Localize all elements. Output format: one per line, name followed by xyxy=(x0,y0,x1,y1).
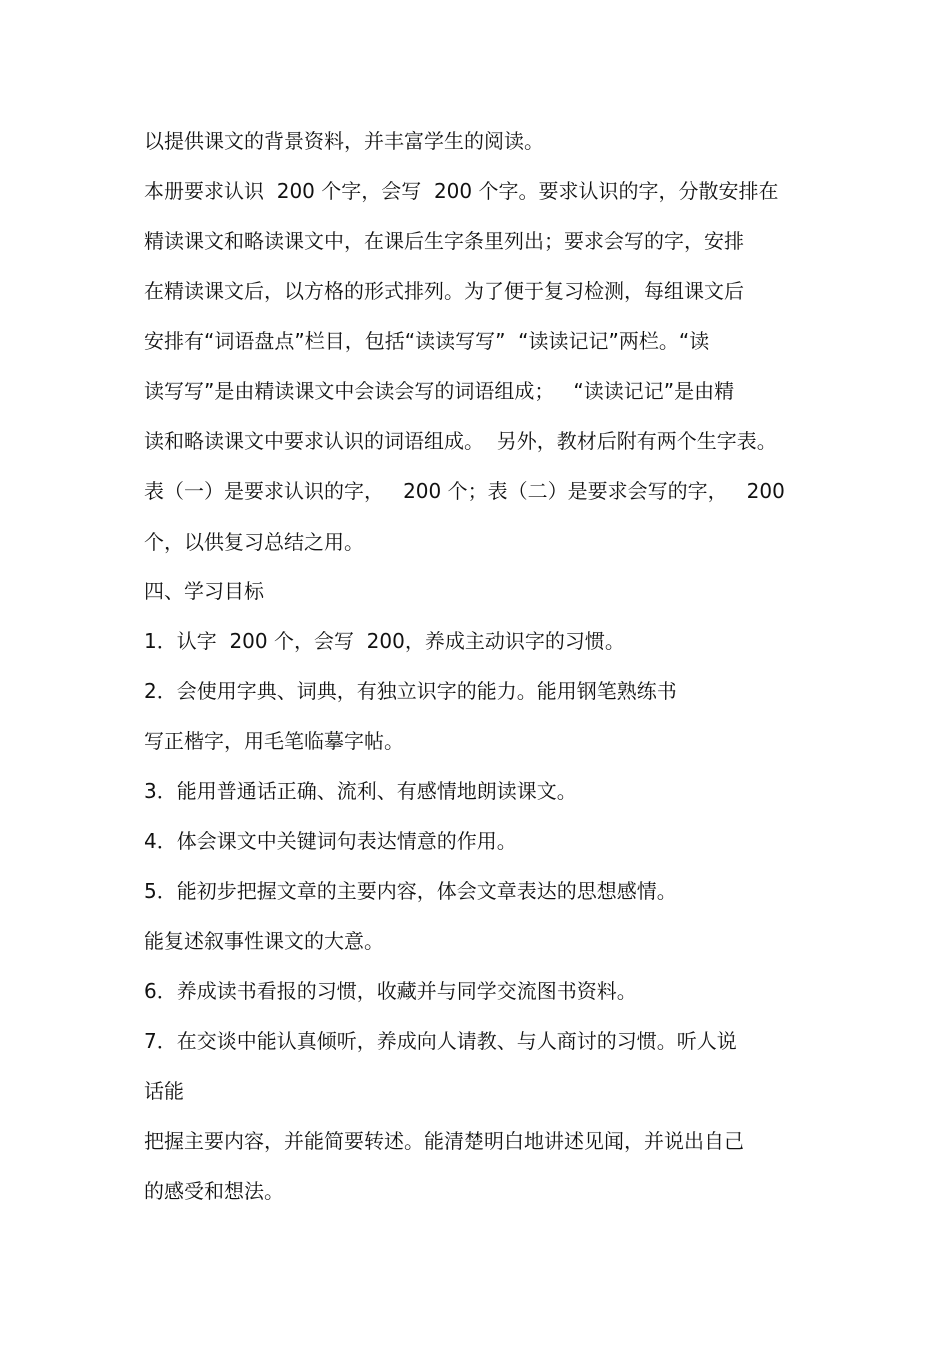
list-item-continuation: 写正楷字，用毛笔临摹字帖。 xyxy=(144,729,404,753)
paragraph-line: 读写写”是由精读课文中会读会写的词语组成； “读读记记”是由精 xyxy=(144,379,735,403)
paragraph-line: 安排有“词语盘点”栏目，包括“读读写写” “读读记记”两栏。“读 xyxy=(144,329,710,353)
paragraph-line: 以提供课文的背景资料，并丰富学生的阅读。 xyxy=(144,129,544,153)
list-item: 4．体会课文中关键词句表达情意的作用。 xyxy=(144,829,517,853)
list-item-continuation: 的感受和想法。 xyxy=(144,1179,284,1203)
list-item: 3．能用普通话正确、流利、有感情地朗读课文。 xyxy=(144,779,577,803)
list-item: 6．养成读书看报的习惯，收藏并与同学交流图书资料。 xyxy=(144,979,637,1003)
list-item-continuation: 把握主要内容，并能简要转述。能清楚明白地讲述见闻，并说出自己 xyxy=(144,1129,744,1153)
list-item: 1．认字 200 个，会写 200，养成主动识字的习惯。 xyxy=(144,629,625,653)
paragraph-line: 在精读课文后，以方格的形式排列。为了便于复习检测，每组课文后 xyxy=(144,279,744,303)
paragraph-line: 本册要求认识 200 个字，会写 200 个字。要求认识的字，分散安排在 xyxy=(144,179,779,203)
list-item: 7．在交谈中能认真倾听，养成向人请教、与人商讨的习惯。听人说 xyxy=(144,1029,737,1053)
paragraph-line: 精读课文和略读课文中，在课后生字条里列出；要求会写的字，安排 xyxy=(144,229,744,253)
paragraph-line: 表（一）是要求认识的字， 200 个；表（二）是要求会写的字， 200 xyxy=(144,479,785,503)
list-item-continuation: 话能 xyxy=(144,1079,184,1103)
section-heading: 四、学习目标 xyxy=(144,579,264,603)
list-item-continuation: 能复述叙事性课文的大意。 xyxy=(144,929,384,953)
paragraph-line: 个，以供复习总结之用。 xyxy=(144,530,364,554)
paragraph-line: 读和略读课文中要求认识的词语组成。 另外，教材后附有两个生字表。 xyxy=(144,429,777,453)
list-item: 2．会使用字典、词典，有独立识字的能力。能用钢笔熟练书 xyxy=(144,679,677,703)
list-item: 5．能初步把握文章的主要内容，体会文章表达的思想感情。 xyxy=(144,879,677,903)
